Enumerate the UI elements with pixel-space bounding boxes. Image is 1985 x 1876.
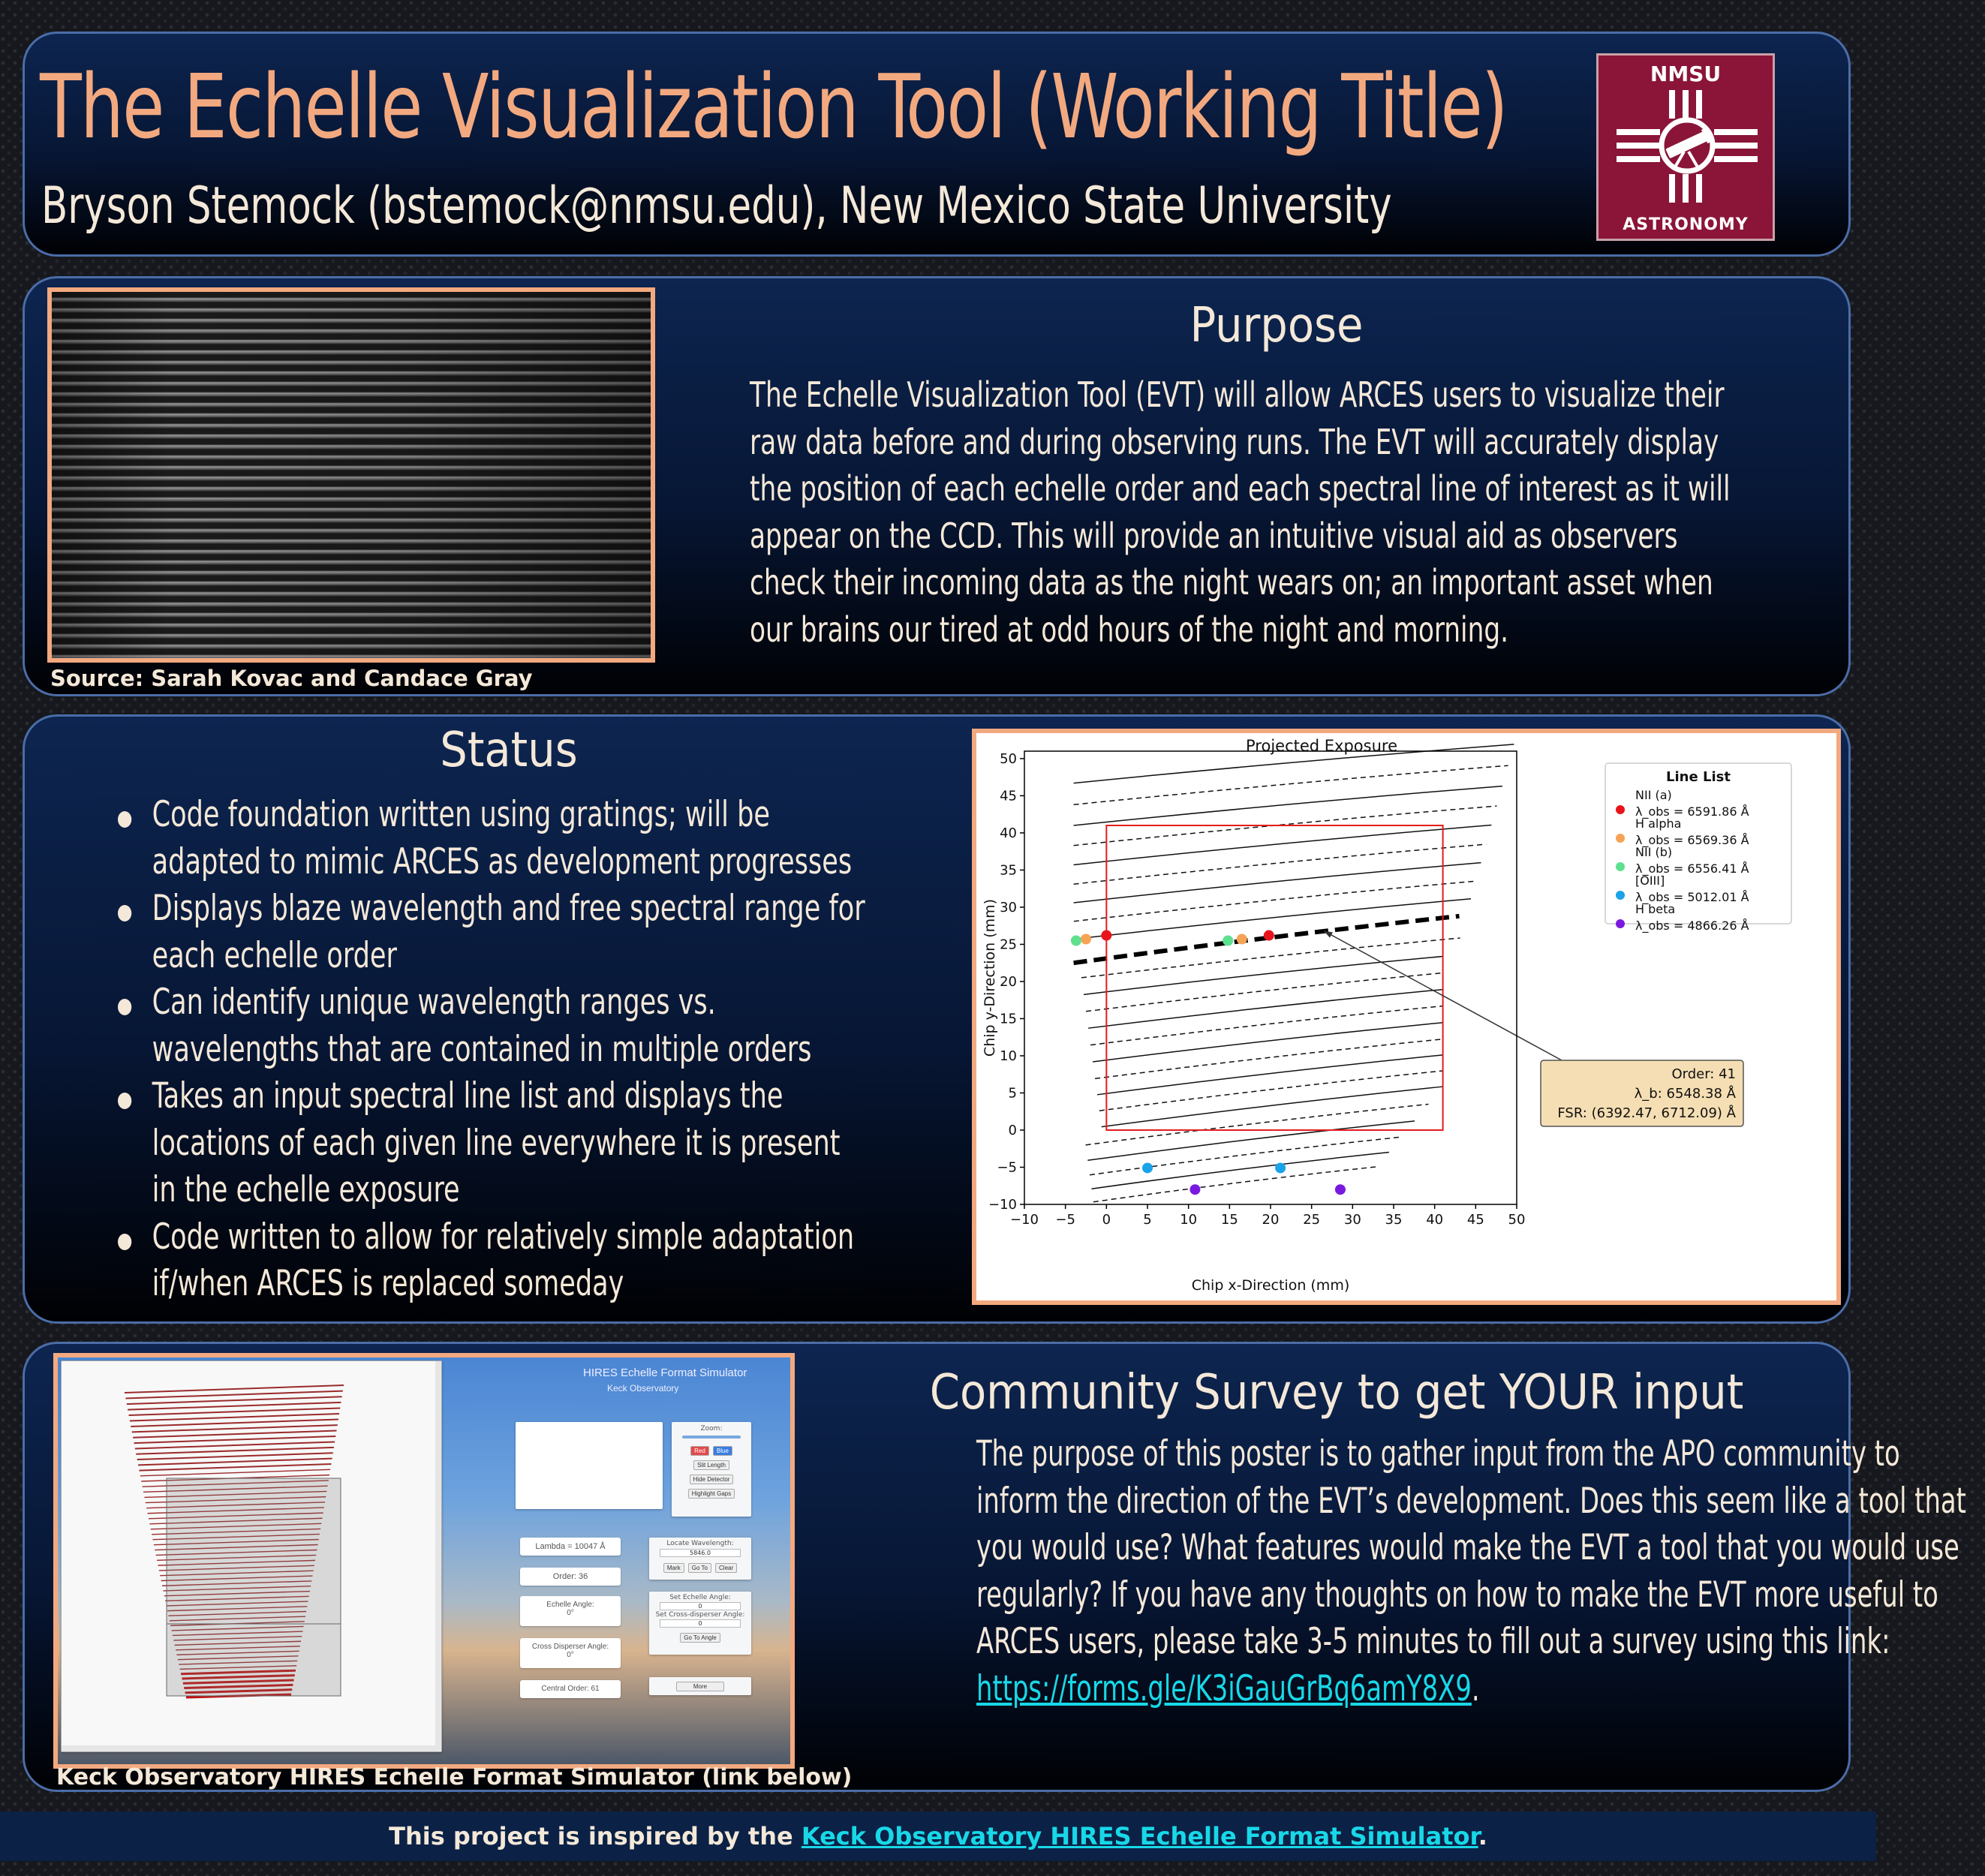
x-axis-label: Chip x-Direction (mm) <box>1191 1277 1350 1294</box>
order-info-annotation <box>1541 1060 1743 1126</box>
echelle-order-line <box>1086 973 1443 1012</box>
chart-title: Projected Exposure <box>1246 737 1397 755</box>
locate-wavelength-panel <box>649 1538 751 1580</box>
purpose-text: The Echelle Visualization Tool (EVT) will allow ARCES users to visualize their raw data before and during observing runs. The EVT will accurately display the position of each echelle order and each spectral line of interest as it will appear on the CCD. This will provide an intuitive visual aid as observers check their incoming data as the night wears on; an important asset when our brains our tired at odd hours of the night and morning. <box>750 374 1731 650</box>
author-line: Bryson Stemock (bstemock@nmsu.edu), New Mexico State University <box>41 176 1392 236</box>
simulator-orders <box>62 1361 441 1751</box>
simulator-controls <box>672 1422 751 1517</box>
status-item: Code written to allow for relatively simple adaptation if/when ARCES is replaced someday <box>118 1214 865 1308</box>
footer-suffix: . <box>1478 1822 1487 1850</box>
spectral-line-point <box>1275 1162 1286 1173</box>
simulator-order-line <box>137 1453 333 1460</box>
red-button[interactable]: Red <box>690 1446 709 1456</box>
status-item: Displays blaze wavelength and free spectral range for each echelle order <box>118 885 865 979</box>
legend-marker <box>1616 862 1625 871</box>
cross-disperser-value: 0° <box>567 1651 574 1659</box>
echelle-order-line <box>1102 1087 1443 1127</box>
simulator-detector-outline <box>167 1478 341 1696</box>
status-list <box>118 792 865 1308</box>
simulator-subtitle: Keck Observatory <box>607 1383 679 1393</box>
survey-link[interactable]: https://forms.gle/K3iGauGrBq6amY8X9 <box>976 1667 1472 1709</box>
legend-line-name: H beta <box>1635 902 1676 916</box>
x-tick-label: 5 <box>1143 1212 1152 1228</box>
echelle-order-line <box>1074 825 1492 865</box>
cross-disperser-label: Cross Disperser Angle: <box>531 1643 609 1651</box>
simulator-order-line <box>138 1459 332 1466</box>
spectral-line-point <box>1071 935 1081 946</box>
cross-disperser-readout <box>520 1638 621 1668</box>
footer-simulator-link[interactable]: Keck Observatory HIRES Echelle Format Simulator <box>801 1822 1478 1850</box>
clear-button[interactable]: Clear <box>715 1563 737 1573</box>
blue-button[interactable]: Blue <box>713 1446 732 1456</box>
mark-button[interactable]: Mark <box>663 1563 684 1573</box>
locate-wavelength-label: Locate Wavelength: <box>666 1540 734 1547</box>
echelle-order-line <box>1088 990 1443 1029</box>
simulator-preview <box>516 1422 663 1509</box>
order-readout: Order: 36 <box>520 1568 621 1586</box>
spectral-line-point <box>1237 934 1247 945</box>
hide-detector-button[interactable]: Hide Detector <box>690 1475 734 1484</box>
echelle-order-line <box>1093 1023 1443 1062</box>
y-tick-label: 10 <box>1000 1048 1017 1064</box>
set-angles-panel <box>649 1592 751 1655</box>
y-axis-label: Chip y-Direction (mm) <box>982 898 998 1057</box>
status-item: Can identify unique wavelength ranges vs. wavelengths that are contained in multiple orders <box>118 979 865 1073</box>
footer-text <box>389 1822 1487 1850</box>
echelle-order-line <box>1099 1071 1443 1111</box>
y-tick-label: −10 <box>988 1197 1017 1213</box>
spectral-line-point <box>1264 930 1274 941</box>
annotation-blaze: λ_b: 6548.38 Å <box>1634 1086 1736 1102</box>
more-select[interactable]: More <box>676 1682 724 1691</box>
survey-section <box>23 1342 1966 1792</box>
poster-title: The Echelle Visualization Tool (Working Title) <box>40 55 1507 158</box>
legend-line-name: H alpha <box>1635 816 1682 831</box>
spectral-line-point <box>1335 1184 1346 1195</box>
lambda-readout: Lambda = 10047 Å <box>520 1538 621 1556</box>
spectral-line-point <box>1081 934 1091 945</box>
footer-banner <box>0 1811 1876 1861</box>
legend-line-name: NII (a) <box>1635 788 1672 802</box>
zoom-slider[interactable] <box>682 1436 741 1439</box>
annotation-arrowhead <box>1324 931 1333 938</box>
x-tick-label: 25 <box>1303 1212 1321 1228</box>
legend-marker <box>1616 919 1625 928</box>
legend-marker <box>1616 834 1625 843</box>
x-tick-label: 45 <box>1466 1212 1484 1228</box>
spectral-line-point <box>1223 935 1233 946</box>
echelle-order-line <box>1097 1055 1443 1095</box>
simulator-order-line <box>136 1448 334 1454</box>
chart-svg <box>976 733 1836 1300</box>
locate-wavelength-input[interactable]: 5846.0 <box>660 1549 741 1557</box>
purpose-heading: Purpose <box>1189 298 1364 353</box>
spectral-line-point <box>1189 1184 1200 1195</box>
logo-text-bottom: ASTRONOMY <box>1623 215 1749 234</box>
legend-line-wavelength: λ_obs = 5012.01 Å <box>1635 890 1749 904</box>
hires-simulator-screenshot <box>53 1353 795 1769</box>
y-tick-label: 20 <box>1000 973 1017 990</box>
annotation-fsr: FSR: (6392.47, 6712.09) Å <box>1557 1105 1736 1121</box>
echelle-order-line <box>1095 1039 1442 1079</box>
logo-text-top: NMSU <box>1650 62 1722 86</box>
set-cross-disperser-input[interactable]: 0 <box>660 1619 741 1628</box>
simulator-image-caption: Keck Observatory HIRES Echelle Format Simulator (link below) <box>56 1764 853 1790</box>
legend-line-wavelength: λ_obs = 4866.26 Å <box>1635 918 1749 933</box>
survey-text <box>976 1431 1985 1712</box>
survey-link-suffix: . <box>1471 1667 1480 1709</box>
survey-heading: Community Survey to get YOUR input <box>929 1365 1744 1421</box>
echelle-order-line <box>1076 899 1471 939</box>
x-tick-label: 30 <box>1343 1212 1361 1228</box>
y-tick-label: 30 <box>1000 899 1017 915</box>
simulator-order-line <box>140 1469 330 1475</box>
echelle-order-line <box>1081 938 1460 978</box>
y-tick-label: 40 <box>1000 825 1017 841</box>
echelle-order-line <box>1074 881 1476 921</box>
legend-marker <box>1616 805 1625 814</box>
survey-body: The purpose of this poster is to gather input from the APO community to inform the direction of the EVT’s development. Does this seem like a tool that you would use? What features would make the EVT a tool that you would use regularly? If you have any thoughts on how to make the EVT more useful to ARCES users, please take 3-5 minutes to fill out a survey using this link: <box>976 1433 1966 1662</box>
echelle-order-line <box>1084 956 1443 994</box>
simulator-canvas <box>61 1360 442 1752</box>
spectrum-image-caption: Source: Sarah Kovac and Candace Gray <box>50 666 533 691</box>
echelle-order-line <box>1093 1167 1377 1202</box>
title-banner <box>23 32 1851 257</box>
y-tick-label: 50 <box>1000 750 1017 767</box>
legend-title: Line List <box>1666 769 1731 785</box>
slit-length-select[interactable]: Slit Length <box>693 1460 729 1470</box>
spectral-line-point <box>1101 930 1111 941</box>
y-tick-label: 25 <box>1000 936 1017 953</box>
y-tick-label: 45 <box>1000 788 1017 804</box>
legend-line-wavelength: λ_obs = 6569.36 Å <box>1635 833 1749 847</box>
legend-line-wavelength: λ_obs = 6591.86 Å <box>1635 804 1749 819</box>
more-dropdown[interactable] <box>649 1677 751 1695</box>
echelle-angle-value: 0° <box>567 1609 574 1617</box>
y-tick-label: −5 <box>997 1159 1017 1176</box>
x-tick-label: 50 <box>1508 1212 1526 1228</box>
raw-echelle-spectrum-image <box>47 287 655 663</box>
x-tick-label: 0 <box>1102 1212 1111 1228</box>
legend-line-wavelength: λ_obs = 6556.41 Å <box>1635 861 1749 876</box>
x-tick-label: −10 <box>1010 1212 1039 1228</box>
footer-body: This project is inspired by the <box>389 1822 802 1850</box>
status-heading: Status <box>440 723 578 778</box>
y-tick-label: 35 <box>1000 862 1017 879</box>
x-tick-label: 15 <box>1220 1212 1238 1228</box>
legend-marker <box>1616 891 1625 900</box>
simulator-order-line <box>135 1442 335 1448</box>
set-echelle-angle-input[interactable]: 0 <box>660 1602 741 1610</box>
status-item: Code foundation written using gratings; will be adapted to mimic ARCES as development progresses <box>118 792 865 885</box>
echelle-order-line <box>1074 786 1502 825</box>
chart-legend <box>1605 763 1791 933</box>
nmsu-astronomy-logo <box>1596 53 1775 241</box>
purpose-section <box>23 276 1851 696</box>
go-to-angle-button[interactable]: Go To Angle <box>680 1633 720 1643</box>
x-tick-label: 35 <box>1385 1212 1403 1228</box>
spectral-line-point <box>1142 1162 1153 1173</box>
annotation-order: Order: 41 <box>1671 1066 1736 1082</box>
go-to-button[interactable]: Go To <box>688 1563 711 1573</box>
x-tick-label: −5 <box>1055 1212 1075 1228</box>
set-cross-disperser-label: Set Cross-disperser Angle: <box>655 1611 745 1619</box>
x-tick-label: 20 <box>1262 1212 1280 1228</box>
legend-line-name: [OIII] <box>1635 873 1665 888</box>
zoom-label: Zoom: <box>700 1425 723 1433</box>
echelle-angle-readout <box>520 1596 621 1626</box>
simulator-title: HIRES Echelle Format Simulator <box>583 1366 747 1379</box>
echelle-order-line <box>1074 844 1487 884</box>
simulator-order-line <box>134 1436 336 1443</box>
echelle-order-line <box>1090 1006 1443 1045</box>
echelle-angle-label: Echelle Angle: <box>546 1601 594 1609</box>
y-tick-label: 5 <box>1008 1085 1017 1102</box>
echelle-order-line <box>1074 863 1481 903</box>
zia-telescope-icon <box>1617 90 1758 203</box>
legend-line-name: NII (b) <box>1635 845 1673 859</box>
central-order-readout: Central Order: 61 <box>520 1680 621 1698</box>
highlight-gaps-button[interactable]: Highlight Gaps <box>688 1489 735 1499</box>
echelle-order-line <box>1074 765 1508 804</box>
x-tick-label: 10 <box>1180 1212 1198 1228</box>
y-tick-label: 15 <box>1000 1011 1017 1027</box>
status-section <box>23 714 1851 1324</box>
x-tick-label: 40 <box>1426 1212 1444 1228</box>
set-echelle-angle-label: Set Echelle Angle: <box>669 1594 731 1601</box>
simulator-order-line <box>139 1464 331 1471</box>
y-tick-label: 0 <box>1008 1122 1017 1138</box>
status-item: Takes an input spectral line list and displays the locations of each given line everywhere it is present in the echelle exposure <box>118 1073 865 1214</box>
projected-exposure-chart <box>972 729 1841 1305</box>
